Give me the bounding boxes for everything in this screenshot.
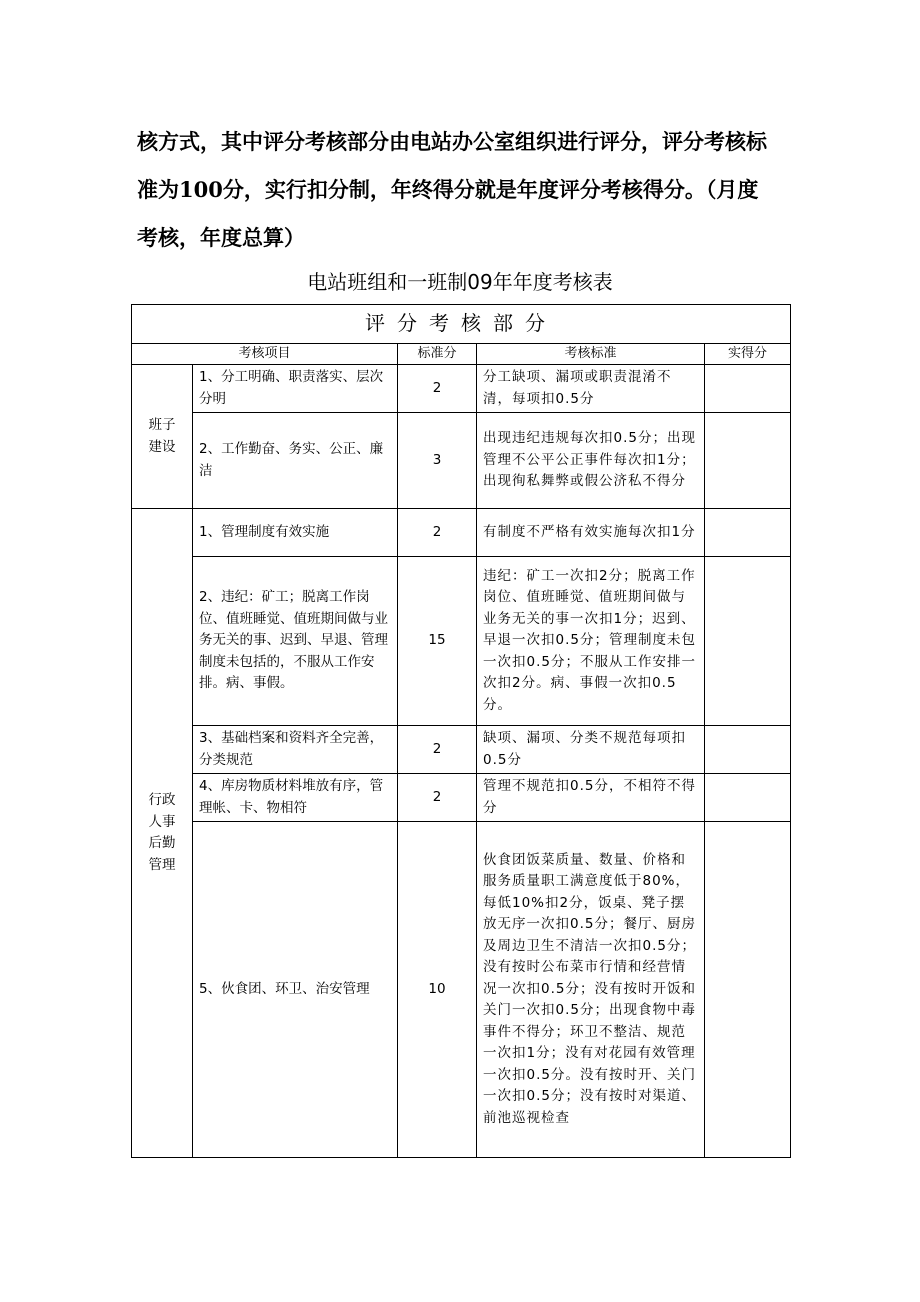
header-standard: 考核标准 [477, 344, 705, 365]
table-row [132, 822, 791, 1158]
intro-line: 考核，年度总算） [137, 225, 305, 250]
item-cell: 5、伙食团、环卫、治安管理 [193, 822, 398, 1158]
header-row [132, 344, 791, 365]
actual-cell [705, 774, 791, 822]
category-cell: 班子建设 [132, 365, 193, 509]
intro-line: 核方式，其中评分考核部分由电站办公室组织进行评分，评分考核标 [137, 129, 767, 154]
header-item: 考核项目 [132, 344, 398, 365]
item-cell: 1、分工明确、职责落实、层次分明 [193, 365, 398, 413]
table-row [132, 774, 791, 822]
score-cell: 15 [398, 557, 477, 726]
table-row [132, 509, 791, 557]
table-row [132, 365, 791, 413]
item-cell: 2、工作勤奋、务实、公正、廉洁 [193, 413, 398, 509]
header-score: 标准分 [398, 344, 477, 365]
category-cell: 行政人事后勤管理 [132, 509, 193, 1158]
actual-cell [705, 822, 791, 1158]
actual-cell [705, 413, 791, 509]
item-cell: 2、违纪：矿工；脱离工作岗位、值班睡觉、值班期间做与业务无关的事、迟到、早退、管理制度未包括的，不服从工作安排。病、事假。 [193, 557, 398, 726]
table-title: 电站班组和一班制09年年度考核表 [307, 270, 613, 294]
score-cell: 10 [398, 822, 477, 1158]
actual-cell [705, 557, 791, 726]
score-cell: 2 [398, 726, 477, 774]
standard-cell: 缺项、漏项、分类不规范每项扣0.5分 [477, 726, 705, 774]
item-cell: 4、库房物质材料堆放有序，管理帐、卡、物相符 [193, 774, 398, 822]
item-cell: 1、管理制度有效实施 [193, 509, 398, 557]
assessment-table [131, 304, 791, 1158]
table-row [132, 413, 791, 509]
header-actual: 实得分 [705, 344, 791, 365]
score-cell: 2 [398, 365, 477, 413]
score-cell: 2 [398, 774, 477, 822]
actual-cell [705, 509, 791, 557]
standard-cell: 伙食团饭菜质量、数量、价格和服务质量职工满意度低于80%，每低10%扣2分，饭桌、凳子摆放无序一次扣0.5分；餐厅、厨房及周边卫生不清洁一次扣0.5分；没有按时公布菜市行情和经营情况一次扣0.5分；没有按时开饭和关门一次扣0.5分；出现食物中毒事件不得分；环卫不整洁、规范一次扣1分；没有对花园有效管理一次扣0.5分。没有按时开、关门一次扣0.5分；没有按时对渠道、前池巡视检查 [477, 822, 705, 1158]
standard-cell: 出现违纪违规每次扣0.5分；出现管理不公平公正事件每次扣1分；出现徇私舞弊或假公济私不得分 [477, 413, 705, 509]
score-cell: 3 [398, 413, 477, 509]
section-row [132, 305, 791, 344]
intro-paragraph [137, 118, 797, 262]
table-row [132, 726, 791, 774]
standard-cell: 管理不规范扣0.5分，不相符不得分 [477, 774, 705, 822]
item-cell: 3、基础档案和资料齐全完善，分类规范 [193, 726, 398, 774]
score-cell: 2 [398, 509, 477, 557]
standard-cell: 违纪：矿工一次扣2分；脱离工作岗位、值班睡觉、值班期间做与业务无关的事一次扣1分；迟到、早退一次扣0.5分；管理制度未包一次扣0.5分；不服从工作安排一次扣2分。病、事假一次扣0.5分。 [477, 557, 705, 726]
actual-cell [705, 726, 791, 774]
section-title: 评分考核部分 [132, 305, 791, 344]
actual-cell [705, 365, 791, 413]
table-row [132, 557, 791, 726]
standard-cell: 分工缺项、漏项或职责混淆不清，每项扣0.5分 [477, 365, 705, 413]
standard-cell: 有制度不严格有效实施每次扣1分 [477, 509, 705, 557]
intro-line: 准为100分，实行扣分制，年终得分就是年度评分考核得分。（月度 [137, 177, 759, 202]
